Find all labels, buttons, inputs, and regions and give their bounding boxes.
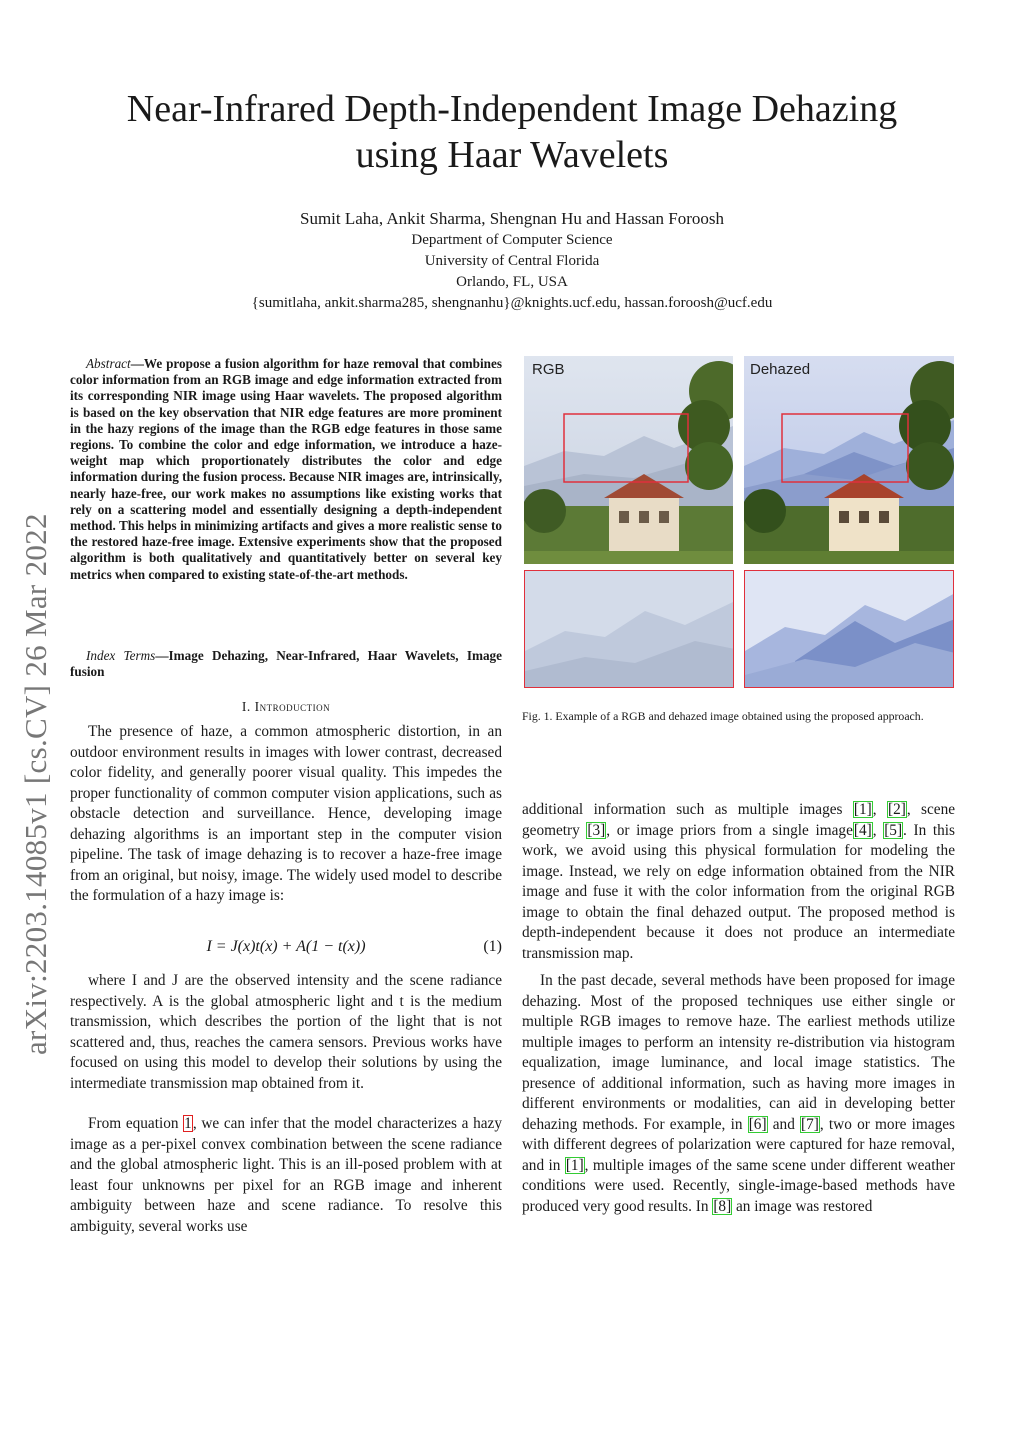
equation-link[interactable]: 1 [184, 1115, 192, 1132]
p3-text-a: From equation [88, 1115, 184, 1132]
rc-text: In the past decade, several methods have been proposed for image dehazing. Most of the proposed techniques use either single or multiple RGB images to remove haze. The earliest methods utilize multiple images to perform an intensity re-distribution via histogram equalization, image luminance, and local image statistics. The presence of additional information, such as having more images in different environments or modalities, can aid in developing better dehazing methods. For example, in [522, 972, 955, 1133]
rc-text: additional information such as multiple images [522, 801, 853, 818]
rc-text: . In this work, we avoid using this physical formulation for modeling the image. Instead, we rely on edge information obtained from the NIR image and fuse it with the color information from the original RGB image to obtain the final dehazed output. The proposed method is depth-independent because it does not produce an intermediate transmission map. [522, 821, 956, 962]
right-paragraph-2 [522, 971, 955, 1217]
intro-paragraph-2: where I and J are the observed intensity and the scene radiance respectively. A is the global atmospheric light and t is the medium transmission, which describes the portion of the light that is not scattered and, thus, reaches the camera sensors. Previous works have focused on using this model to develop their solutions by using the intermediate transmission map obtained from it. [70, 972, 502, 1092]
rc-text: , scene geometry [522, 801, 956, 839]
right-paragraph-1 [522, 800, 955, 964]
rc-text: , [872, 801, 887, 818]
rgb-label: RGB [532, 361, 565, 378]
dehazed-zoom-crop [744, 570, 954, 688]
index-terms-text: —Image Dehazing, Near-Infrared, Haar Wavelets, Image fusion [70, 648, 502, 680]
rc-text: and [767, 1115, 801, 1133]
equation-expression: I = J(x)t(x) + A(1 − t(x)) [206, 938, 366, 955]
figure-1 [524, 356, 954, 690]
dehazed-image [744, 356, 954, 564]
citation-link[interactable]: [6] [748, 1115, 767, 1133]
citation-link[interactable]: [7] [801, 1115, 819, 1133]
rgb-image [524, 356, 733, 564]
rc-text: , or image priors from a single image [606, 821, 853, 839]
index-terms [70, 648, 502, 680]
citation-link[interactable]: [8] [713, 1197, 732, 1215]
title-line-1: Near-Infrared Depth-Independent Image Dehazing [126, 88, 898, 130]
rc-text: an image was restored [732, 1197, 873, 1215]
abstract-label: Abstract [86, 356, 131, 371]
index-terms-label: Index Terms [86, 648, 156, 663]
author-emails: {sumitlaha, ankit.sharma285, shengnanhu}@knights.ucf.edu, hassan.foroosh@ucf.edu [251, 295, 773, 311]
section-number: I. [241, 699, 251, 714]
citation-link[interactable]: [5] [884, 821, 903, 839]
section-title: Introduction [254, 699, 331, 714]
citation-link[interactable]: [4] [853, 821, 872, 839]
intro-paragraph-3 [70, 1114, 502, 1237]
citation-link[interactable]: [3] [587, 821, 606, 839]
rc-text: , multiple images of the same scene under different weather conditions were used. Recently, single-image-based methods have produced very good results. In [522, 1156, 955, 1215]
p3-text-b: , we can infer that the model characterizes a hazy image as a per-pixel convex combination between the scene radiance and the global atmospheric light. This is an ill-posed problem with at least four unknowns per pixel for an RGB image and inherent ambiguity between haze and scene radiance. To resolve this ambiguity, several works use [70, 1115, 502, 1235]
citation-link[interactable]: [1] [853, 801, 872, 818]
location: Orlando, FL, USA [456, 274, 568, 290]
dehazed-label: Dehazed [750, 361, 811, 378]
title-line-2: using Haar Wavelets [355, 134, 669, 176]
abstract-text: —We propose a fusion algorithm for haze removal that combines color information from an RGB image and edge information extracted from its corresponding NIR image using Haar wavelets. The proposed algorithm is based on the key observation that NIR edge features are more prominent in the hazy regions of the image than the RGB edge features in those same regions. To combine the color and edge information, we introduce a haze-weight map which proportionately distributes the color and edge information during the fusion process. Because NIR images are, intrinsically, nearly haze-free, our work makes no assumptions like existing works that rely on a scattering model and essentially designing a depth-independent method. This helps in minimizing artifacts and gives a more realistic sense to the restored haze-free image. Extensive experiments show that the proposed algorithm is both qualitatively and quantitatively better on several key metrics when compared to existing state-of-the-art methods. [70, 356, 502, 582]
university: University of Central Florida [424, 253, 600, 269]
section-heading [70, 699, 502, 715]
paper-title [60, 86, 964, 178]
citation-link[interactable]: [2] [887, 801, 906, 818]
abstract [70, 356, 502, 583]
rc-text: , [872, 821, 884, 839]
rc-text: , two or more images with different degrees of polarization were captured for haze removal, and in [522, 1115, 955, 1174]
equation-1 [70, 938, 502, 960]
citation-link[interactable]: [1] [565, 1156, 584, 1174]
rgb-zoom-crop [524, 570, 734, 688]
arxiv-watermark: arXiv:2203.14085v1 [cs.CV] 26 Mar 2022 [18, 513, 53, 1055]
author-list: Sumit Laha, Ankit Sharma, Shengnan Hu and Hassan Foroosh [299, 209, 724, 228]
figure-caption: Fig. 1. Example of a RGB and dehazed image obtained using the proposed approach. [522, 709, 924, 723]
equation-number: (1) [483, 938, 502, 955]
intro-paragraph-1: The presence of haze, a common atmospheric distortion, in an outdoor environment results in images with lower contrast, decreased color fidelity, and generally poorer visual quality. This impedes the proper functionality of common computer vision applications, such as obstacle detection and surveillance. Hence, developing image dehazing algorithms is an important step in the computer vision pipeline. The task of image dehazing is to recover a haze-free image from an original, but noisy, image. The widely used model to describe the formulation of a hazy image is: [70, 723, 502, 904]
department: Department of Computer Science [411, 232, 613, 248]
